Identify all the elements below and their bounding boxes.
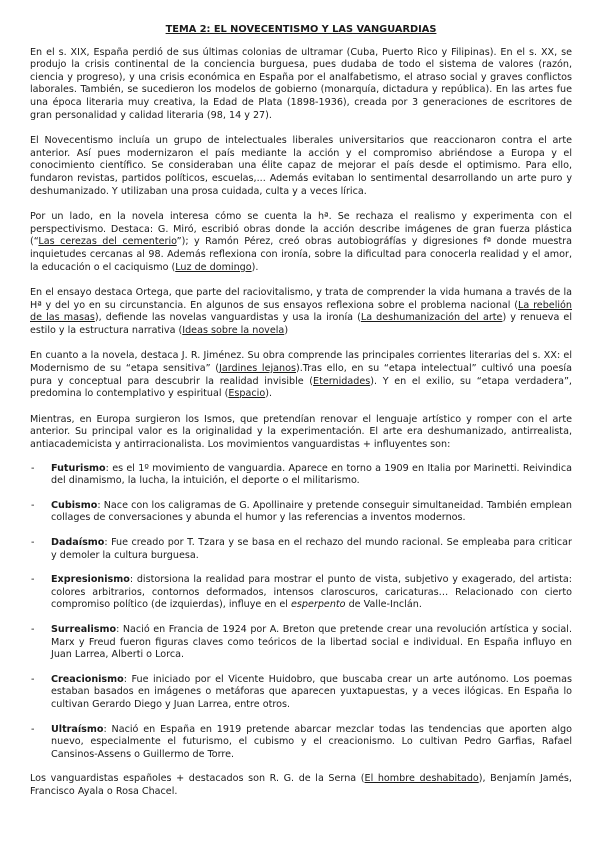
paragraph-vanguardias: Mientras, en Europa surgieron los Ismos, que pretendían renovar el lenguaje artístico y romper con el arte anterior. Su principal valor es la originalidad y la experimentación. El arte era deshumanizado, antirrealista, antiacademicista y antirracionalista. Los movimientos vanguardistas + influyentes son: [30,413,572,451]
list-item-expresionismo: - Expresionismo: distorsiona la realidad para mostrar el punto de vista, subjetivo y exagerado, del artista: colores arbitrarios, contornos deformados, intensos claroscuros, caricaturas… Relacionado con cierto compromiso político (de izquierdas), influye en el esperpento de Valle-Inclán. [31,574,572,611]
movement-name: Creacionismo [51,673,124,685]
list-item-dadaismo: - Dadaísmo: Fue creado por T. Tzara y se basa en el rechazo del mundo racional. Se empleaba para criticar y demoler la cultura burguesa. [31,537,572,561]
movements-list [30,463,572,762]
italic-term: esperpento [290,599,346,611]
work-title: Eternidades [313,375,371,387]
list-dash: - [31,499,35,511]
work-title: Las cerezas del cementerio [38,236,177,248]
movement-name: Expresionismo [51,574,130,586]
work-title: Espacio [228,388,266,400]
list-dash: - [31,723,35,735]
paragraph-novel: Por un lado, en la novela interesa cómo se cuenta la hª. Se rechaza el realismo y experimenta con el perspectivismo. Destaca: G. Miró, escribió obras donde la acción describe imágenes de gran fuerza plástica (“Las cerezas del cementerio”); y Ramón Pérez, creó obras autobiográfías y digresiones fª donde muestra inquietudes cercanas al 98. Además reflexiona con ironía, sobre la dificultad para conocerla realidad y el amor, la educación o el caciquismo (Luz de domingo). [30,211,572,273]
movement-name: Cubismo [51,499,98,511]
movement-name: Surrealismo [51,623,117,635]
list-dash: - [31,673,35,685]
paragraph-spanish-avant-garde: Los vanguardistas españoles + destacados son R. G. de la Serna (El hombre deshabitado), Benjamín Jamés, Francisco Ayala o Rosa Chacel. [30,773,572,797]
paragraph-historical-context: En el s. XIX, España perdió de sus últimas colonias de ultramar (Cuba, Puerto Rico y Filipinas). En el s. XX, se produjo la crisis continental de la conciencia burguesa, pues dudaba de todo el sistema de valores (razón, ciencia y progreso), y una crisis económica en España por el analfabetismo, el atraso social y graves conflictos laborales. También, se sucedieron los modelos de gobierno (monarquía, dictadura y república). En las artes fue una época literaria muy creativa, la Edad de Plata (1898-1936), creada por 3 generaciones de escritores de gran personalidad y calidad literaria (98, 14 y 27). [30,46,572,121]
work-title: Jardines lejanos [219,363,296,375]
list-dash: - [31,623,35,635]
list-dash: - [31,462,35,474]
work-title: La rebelión de las masas [30,299,572,324]
list-dash: - [31,537,35,548]
paragraph-novecentismo: El Novecentismo incluía un grupo de intelectuales liberales universitarios que reaccionaron contra el arte anterior. Así pues modernizaron el país mediante la acción y el compromiso abriéndose a Europa y el conocimiento científico. Se consideraban una élite capaz de mejorar el país desde el optimismo. Para ello, fundaron revistas, partidos políticos, escuelas,... Además evitaban lo sentimental desarrollando un arte puro y deshumanizado. Y utilizaban una prosa cuidada, culta y a veces lírica. [30,135,572,197]
page-title: TEMA 2: EL NOVECENTISMO Y LAS VANGUARDIAS [165,24,437,35]
list-item-futurismo: - Futurismo: es el 1º movimiento de vanguardia. Aparece en torno a 1909 en Italia por Marinetti. Reivindica del dinamismo, la lucha, la intuición, el deporte o el militarismo. [31,462,572,487]
movement-name: Ultraísmo [51,723,104,735]
list-dash: - [31,574,35,586]
list-item-surrealismo: - Surrealismo: Nació en Francia de 1924 por A. Breton que pretende crear una revolución artística y social. Marx y Freud fueron figuras claves como teóricos de la libertad social e individual. En España influyo en Juan Larrea, Alberti o Lorca. [31,623,572,661]
list-item-ultraismo: - Ultraísmo: Nació en España en 1919 pretende abarcar mezclar todas las tendencias que aporten algo nuevo, especialmente el futurismo, el cubismo y el creacionismo. Lo cultivan Pedro Garfias, Rafael Cansinos-Assens o Guillermo de Torre. [31,723,572,760]
movement-name: Futurismo [51,462,106,474]
list-item-cubismo: - Cubismo: Nace con los caligramas de G. Apollinaire y pretende conseguir simultaneidad. También emplean collages de conversaciones y abunda el humor y las referencias a inventos modernos. [31,499,572,524]
work-title: Ideas sobre la novela [182,324,285,336]
work-title: El hombre deshabitado [364,773,479,785]
paragraph-essay: En el ensayo destaca Ortega, que parte del raciovitalismo, y trata de comprender la vida humana a través de la Hª y del yo en su circunstancia. En algunos de sus ensayos reflexiona sobre el problema nacional (La rebelión de las masas), defiende las novelas vanguardistas y usa la ironía (La deshumanización del arte) y renueva el estilo y la estructura narrativa (Ideas sobre la novela) [30,287,572,336]
list-item-creacionismo: - Creacionismo: Fue iniciado por el Vicente Huidobro, que buscaba crear un arte autónomo. Los poemas estaban basados en imágenes o metáforas que aparecen yuxtapuestas, y a veces ilógicas. En España lo cultivan Gerardo Diego y Juan Larrea, entre otros. [31,673,572,710]
paragraph-poetry: En cuanto a la novela, destaca J. R. Jiménez. Su obra comprende las principales corrientes literarias del s. XX: el Modernismo de su “etapa sensitiva” (Jardines lejanos).Tras ello, en su “etapa intelectual” cultivó una poesía pura y conceptual para descubrir la realidad invisible (Eternidades). Y en el exilio, su “etapa verdadera”, predomina lo contemplativo y espiritual (Espacio). [30,350,572,400]
work-title: La deshumanización del arte [360,312,503,324]
movement-name: Dadaísmo [51,537,105,548]
work-title: Luz de domingo [175,261,252,273]
